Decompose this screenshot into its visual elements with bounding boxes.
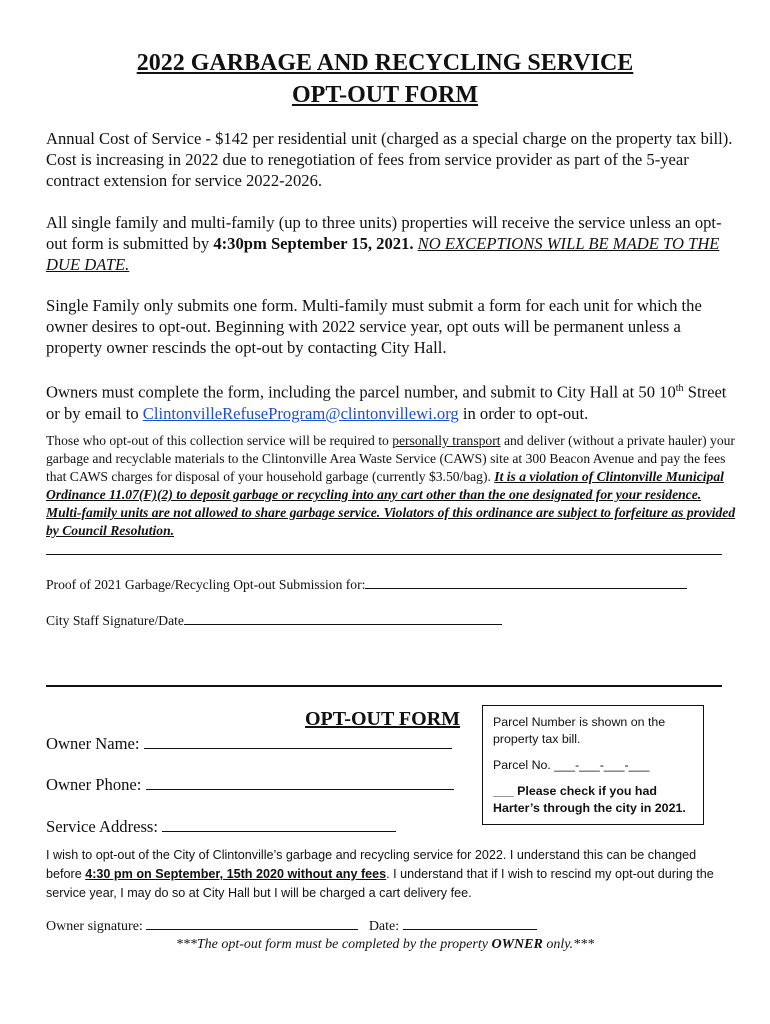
service-address-field[interactable]	[162, 831, 396, 832]
footer-suffix: only.***	[542, 937, 595, 952]
opt-out-form-heading: OPT-OUT FORM	[305, 708, 461, 730]
owner-signature-field[interactable]	[146, 929, 358, 930]
service-address-row	[46, 817, 396, 837]
deadline-date: 4:30pm September 15, 2021.	[213, 234, 414, 253]
owner-name-row	[46, 734, 452, 754]
email-link[interactable]: ClintonvilleRefuseProgram@clintonvillewi.org	[142, 403, 459, 423]
submission-text-before: Owners must complete the form, including the parcel number, and submit to City Hall at 50 10	[46, 382, 676, 402]
owner-phone-field[interactable]	[146, 789, 454, 790]
personally-transport-text: personally transport	[392, 433, 501, 448]
deadline-paragraph-text: All single family and multi-family (up to three units) properties will receive the service unless an opt-out form is submitted by	[46, 213, 722, 253]
parcel-number-field[interactable]: Parcel No. ___-___-___-___	[493, 758, 650, 772]
parcel-note: Parcel Number is shown on the property tax bill.	[493, 715, 666, 746]
harters-checkbox-blank[interactable]: ___	[493, 784, 514, 798]
form-title-line1: 2022 GARBAGE AND RECYCLING SERVICE	[136, 50, 634, 76]
statement-text-a: I wish to opt-out of the City of Clintonville’s garbage and recycling service for 2022. I understand this can be changed before	[46, 848, 697, 881]
proof-label: Proof of 2021 Garbage/Recycling Opt-out Submission for:	[46, 577, 366, 592]
footer-owner: OWNER	[491, 937, 543, 952]
cost-paragraph: Annual Cost of Service - $142 per residential unit (charged as a special charge on the property tax bill). Cost is increasing in 2022 due to renegotiation of fees from service provider as part of the 5-year contract extension for service 2022-2026.	[46, 129, 733, 190]
opt-out-statement	[46, 846, 730, 903]
submission-paragraph	[46, 378, 736, 424]
statement-text-b: . I understand that if I wish to rescind my opt-out during the service year, I may do so at City Hall but I will be charged a cart delivery fee.	[46, 867, 714, 900]
owner-phone-row	[46, 775, 454, 795]
divider-line	[46, 554, 722, 555]
service-address-label: Service Address:	[46, 817, 158, 836]
no-exceptions-warning: NO EXCEPTIONS WILL BE MADE TO THE DUE DATE.	[46, 234, 720, 274]
submission-text-after: in order to opt-out.	[458, 403, 589, 423]
statement-deadline: 4:30 pm on September, 15th 2020 without any fees	[85, 867, 387, 881]
footer-prefix: ***The opt-out form must be completed by the property	[175, 937, 492, 952]
harters-check	[493, 783, 693, 817]
owner-only-footer	[0, 937, 770, 953]
transport-text-a: Those who opt-out of this collection service will be required to	[46, 433, 393, 448]
separator-double-rule	[46, 685, 722, 697]
ordinance-violation-text: It is a violation of Clintonville Municipal Ordinance 11.07(F)(2) to deposit garbage or recycling into any cart other than the one designated for your residence. Multi-family units are not allowed to share garbage service. Violators of this ordinance are subject to forfeiture as provided by Council Resolution.	[46, 469, 736, 538]
transport-text-b: and deliver (without a private hauler) your garbage and recyclable materials to the Clintonville Area Waste Service (CAWS) site at 300 Beacon Avenue and pay the fees that CAWS charges for disposal of your household garbage (currently $3.50/bag).	[46, 433, 735, 484]
date-field[interactable]	[403, 929, 537, 930]
submission-text-middle: Street or by email to	[46, 382, 727, 423]
city-staff-signature	[46, 612, 736, 630]
superscript-th: th	[675, 383, 684, 394]
deadline-paragraph	[46, 212, 736, 275]
harters-check-text: Please check if you had Harter’s through the city in 2021.	[493, 784, 686, 815]
transport-paragraph	[46, 432, 736, 540]
staff-label: City Staff Signature/Date	[46, 613, 184, 628]
proof-of-submission	[46, 576, 736, 594]
owner-name-field[interactable]	[144, 748, 452, 749]
owner-signature-row	[46, 919, 537, 935]
proof-blank[interactable]	[365, 588, 687, 589]
form-title-line2: OPT-OUT FORM	[291, 82, 478, 108]
multifamily-paragraph: Single Family only submits one form. Multi-family must submit a form for each unit for which the owner desires to opt-out. Beginning with 2022 service year, opt outs will be permanent unless a property owner rescinds the opt-out by contacting City Hall.	[46, 296, 702, 357]
date-label: Date:	[368, 919, 400, 934]
owner-phone-label: Owner Phone:	[46, 775, 142, 794]
parcel-number-box	[482, 705, 704, 825]
owner-signature-label: Owner signature:	[46, 919, 143, 934]
owner-name-label: Owner Name:	[46, 734, 140, 753]
staff-signature-blank[interactable]	[184, 624, 502, 625]
